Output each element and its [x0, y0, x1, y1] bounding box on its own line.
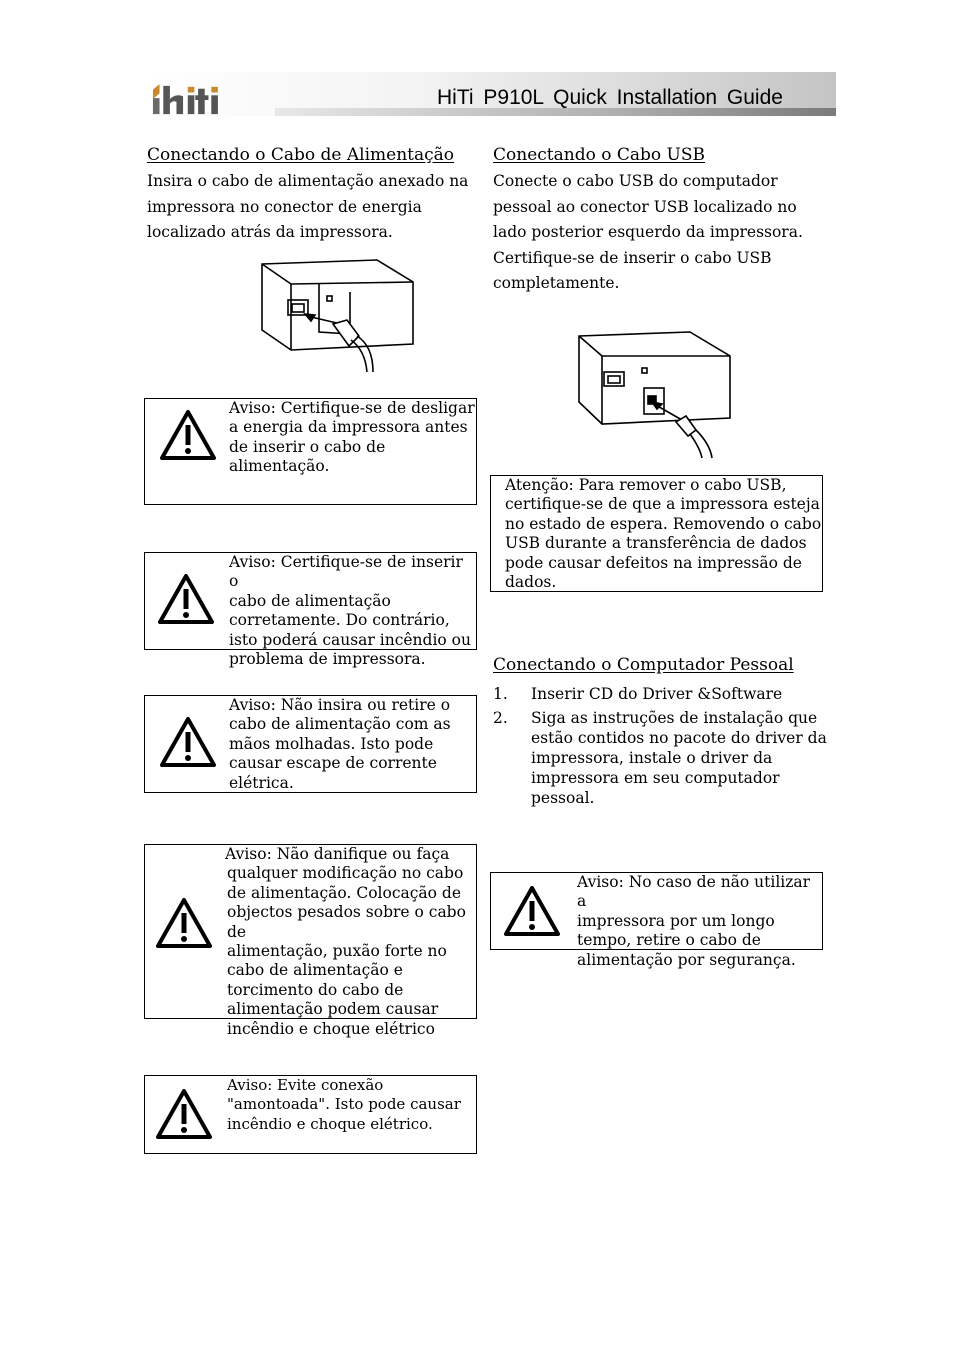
text-line: Insira o cabo de alimentação anexado na [147, 172, 469, 190]
installation-steps [493, 684, 833, 812]
pc-connection-heading: Conectando o Computador Pessoal [493, 655, 794, 675]
hiti-logo [150, 84, 250, 116]
warning-box [144, 552, 477, 669]
warning-box [490, 872, 823, 969]
text-line: Certifique-se de inserir o cabo USB [493, 248, 772, 267]
text-line: impressora no conector de energia [147, 197, 422, 216]
attention-box [490, 475, 823, 592]
warning-triangle-icon [155, 1088, 213, 1140]
warning-text: Aviso: Evite conexão "amontoada". Isto pode causar incêndio e choque elétrico. [227, 1076, 461, 1133]
list-item: 1. Inserir CD do Driver &Software [493, 685, 783, 703]
warning-text: Aviso: No caso de não utilizar a impressora por um longo tempo, retire o cabo de alimentação por segurança. [577, 873, 811, 969]
power-cable-instructions [147, 169, 468, 246]
list-item: 2. Siga as instruções de instalação que estão contidos no pacote do driver da impressora, instale o driver da impressora em seu computador pessoal. [493, 709, 827, 807]
warning-box [144, 1075, 477, 1154]
text-line: localizado atrás da impressora. [147, 223, 393, 241]
warning-triangle-icon [503, 885, 561, 937]
text-line: Conecte o cabo USB do computador [493, 172, 778, 190]
warning-text: Aviso: Certifique-se de inserir o cabo de alimentação corretamente. Do contrário, isto poderá causar incêndio ou problema de impressora. [229, 553, 471, 669]
warning-box [144, 398, 477, 505]
warning-box [144, 695, 477, 793]
printer-usb-connector-illustration [572, 330, 742, 460]
warning-triangle-icon [155, 897, 213, 949]
power-cable-heading: Conectando o Cabo de Alimentação [147, 145, 454, 165]
text-line: completamente. [493, 274, 620, 292]
printer-power-connector-illustration [255, 254, 420, 374]
text-line: lado posterior esquerdo da impressora. [493, 223, 803, 241]
warning-triangle-icon [157, 573, 215, 625]
warning-text: Aviso: Não insira ou retire o cabo de alimentação com as mãos molhadas. Isto pode causar escape de corrente elétrica. [229, 696, 451, 792]
attention-text: Atenção: Para remover o cabo USB, certifique-se de que a impressora esteja no estado de espera. Removendo o cabo USB durante a transferência de dados pode causar defeitos na impressão de dados. [505, 476, 822, 592]
document-title: HiTi P910L Quick Installation Guide [437, 86, 783, 109]
warning-text: Aviso: Não danifique ou faça qualquer modificação no cabo de alimentação. Colocação de objectos pesados sobre o cabo de alimentação, puxão forte no cabo de alimentação e torcimento do cabo de alimentação podem causar incêndio e choque elétrico [225, 845, 466, 1038]
text-line: pessoal ao conector USB localizado no [493, 197, 797, 216]
usb-cable-instructions [493, 169, 803, 297]
usb-cable-heading: Conectando o Cabo USB [493, 145, 705, 165]
warning-box [144, 844, 477, 1038]
warning-triangle-icon [159, 409, 217, 461]
warning-triangle-icon [159, 716, 217, 768]
warning-text: Aviso: Certifique-se de desligar a energia da impressora antes de inserir o cabo de alimentação. [229, 399, 475, 476]
